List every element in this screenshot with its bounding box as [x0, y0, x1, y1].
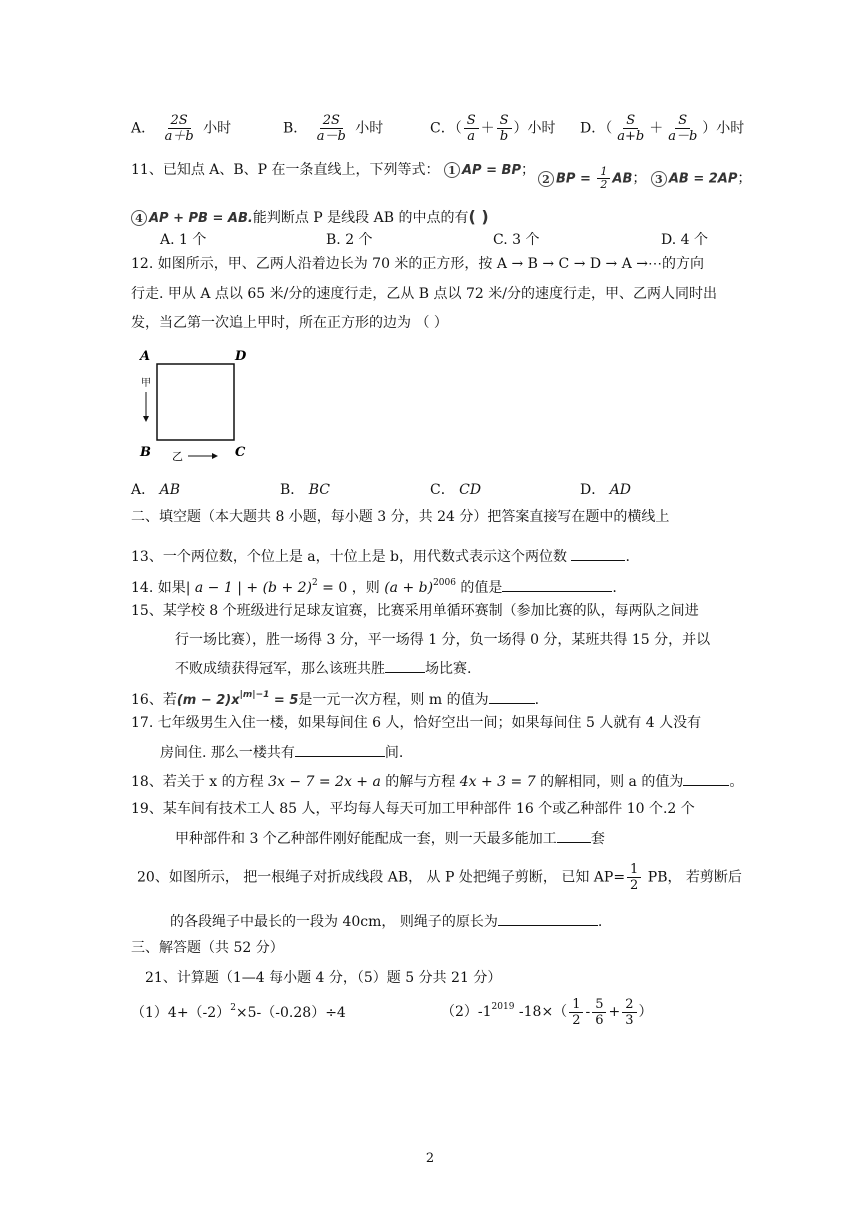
q11-stem: 11、已知点 A、B、P 在一条直线上，下列等式： 1 AP = BP； [131, 162, 535, 178]
square-diagram [136, 342, 266, 467]
label-a: A [140, 349, 151, 364]
q10-a-fraction: $\frac{2S}{a+b}$ [164, 113, 194, 144]
q21-part1: $(1)4+(-2)^2\times 5-(-0.28)\div 4$ [131, 1003, 346, 1021]
q10-option-d: D．（ $\frac{S}{a+b}$ ＋ $\frac{S}{a-b}$ ）小时 [580, 113, 745, 144]
q15-line2: 行一场比赛），胜一场得 3 分，平一场得 1 分，负一场得 0 分，某班共得 15 分，并以 [175, 632, 711, 648]
q11-options: A. 1 个 [160, 232, 207, 248]
label-c: C [235, 445, 246, 460]
q12-options: A． AB [131, 482, 180, 498]
q16: 16、若$(m - 2)x^{|m|-1} = 5$是一元一次方程，则 m 的值为 . [131, 690, 540, 708]
q18: 18、若关于 x 的方程 3x − 7 = 2x + a 的解与方程 4x + 3 = 7 的解相同，则 a 的值为 。 [131, 771, 743, 792]
label-yi: 乙 [172, 450, 183, 463]
q12-line3: 发，当乙第一次追上甲时，所在正方形的边为 （ ） [131, 315, 448, 331]
label-d: D [235, 349, 247, 364]
section-3-heading: 三、解答题（共 52 分） [131, 940, 284, 956]
label-jia: 甲 [141, 378, 151, 389]
section-2-heading: 二、填空题（本大题共 8 小题，每小题 3 分，共 24 分）把答案直接写在题中的横线上 [131, 509, 670, 525]
q19-line2: 甲种部件和 3 个乙种部件刚好能配成一套，则一天最多能加工 套 [175, 828, 605, 849]
q17-line2: 房间住. 那么一楼共有 间. [160, 742, 403, 763]
q13: 13、一个两位数，个位上是 a，十位上是 b，用代数式表示这个两位数 . [131, 546, 630, 567]
square-outline [157, 364, 234, 440]
circled-2-icon: 2 [538, 171, 554, 187]
q10-options: A． $\frac{2S}{a+b}$ 小时 [131, 113, 232, 144]
circled-1-icon: 1 [444, 162, 460, 178]
q11-line2: 4 AP + PB = AB.能判断点 P 是线段 AB 的中点的有( ) [131, 207, 489, 229]
q21-part2: $(2)-1^{2019}$ -18×（ $\frac{1}{2}$ - $\frac{5}{6}$ + $\frac{2}{3}$ ） [441, 996, 653, 1028]
q14: 14. 如果| a − 1 | + $(b + 2)^2 = 0$ ，则 $(a + b)^{2006}$ 的值是 . [131, 578, 617, 596]
q12-line2: 行走. 甲从 A 点以 65 米/分的速度行走，乙从 B 点以 72 米/分的速度行走，甲、乙两人同时出 [131, 286, 717, 302]
q10-option-c: C．（ $\frac{S}{a}$ ＋ $\frac{S}{b}$ ）小时 [430, 113, 556, 144]
q12-line1: 12. 如图所示，甲、乙两人沿着边长为 70 米的正方形，按 A → B → C → D → A →⋯的方向 [131, 256, 705, 272]
q21-heading: 21、计算题（1—4 每小题 4 分，（5）题 5 分共 21 分） [145, 970, 502, 986]
page-number: 2 [425, 1151, 435, 1166]
label-b: B [140, 445, 151, 460]
circled-4-icon: 4 [131, 210, 147, 226]
q20-line1: 20、如图所示， 把一根绳子对折成线段 AB， 从 P 处把绳子剪断， 已知 AP= $\frac{1}{2}$ PB， 若剪断后 [137, 862, 742, 893]
q19-line1: 19、某车间有技术工人 85 人，平均每人每天可加工甲种部件 16 个或乙种部件 10 个.2 个 [131, 801, 695, 817]
q17-line1: 17. 七年级男生入住一楼，如果每间住 6 人，恰好空出一间；如果每间住 5 人就有 4 人没有 [131, 715, 702, 731]
circled-3-icon: 3 [651, 171, 667, 187]
q10-option-b: B． $\frac{2S}{a-b}$ 小时 [283, 113, 384, 144]
q20-line2: 的各段绳子中最长的一段为 40cm， 则绳子的原长为 . [170, 911, 602, 932]
q15-line1: 15、某学校 8 个班级进行足球友谊赛，比赛采用单循环赛制（参加比赛的队，每两队之间进 [131, 603, 699, 619]
q11-expr-2: 2 BP = $\frac{1}{2}$ AB； 3 AB = 2AP； [538, 166, 751, 191]
q15-line3: 不败成绩获得冠军，那么该班共胜 场比赛. [175, 658, 471, 679]
